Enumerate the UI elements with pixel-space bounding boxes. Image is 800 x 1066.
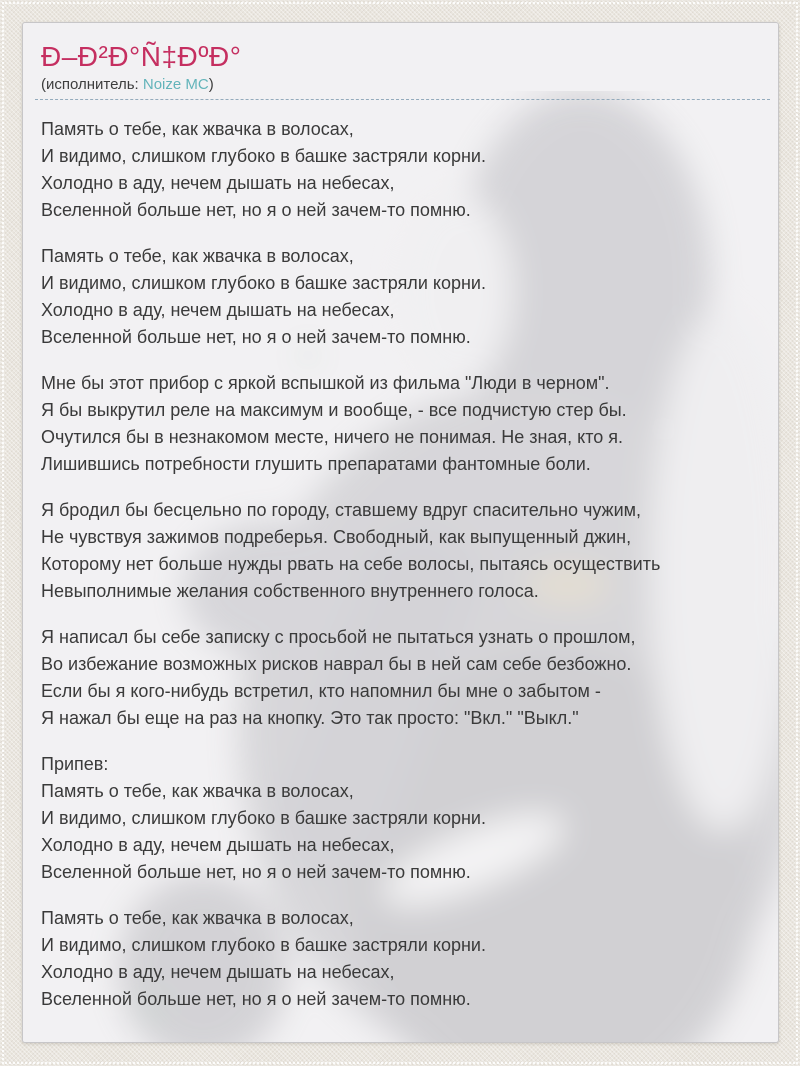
lyric-line: Память о тебе, как жвачка в волосах, <box>41 246 354 266</box>
lyric-line: И видимо, слишком глубоко в башке застряли корни. <box>41 146 486 166</box>
stanza-2 <box>41 243 760 351</box>
lyric-line: Во избежание возможных рисков наврал бы в ней сам себе безбожно. <box>41 654 632 674</box>
lyric-line: Мне бы этот прибор с яркой вспышкой из фильма "Люди в черном". <box>41 373 610 393</box>
artist-label-suffix: ) <box>208 76 214 93</box>
lyric-line: И видимо, слишком глубоко в башке застряли корни. <box>41 935 486 955</box>
lyric-line: И видимо, слишком глубоко в башке застряли корни. <box>41 273 486 293</box>
artist-line <box>41 75 760 94</box>
lyric-line: Лишившись потребности глушить препаратами фантомные боли. <box>41 454 591 474</box>
lyric-line: Вселенной больше нет, но я о ней зачем-то помню. <box>41 327 471 347</box>
stanza-6-chorus <box>41 751 760 886</box>
lyric-line: Невыполнимые желания собственного внутреннего голоса. <box>41 581 539 601</box>
lyric-line: Я нажал бы еще на раз на кнопку. Это так просто: "Вкл." "Выкл." <box>41 708 579 728</box>
lyric-line: Память о тебе, как жвачка в волосах, <box>41 781 354 801</box>
stanza-3 <box>41 370 760 478</box>
lyric-line: Холодно в аду, нечем дышать на небесах, <box>41 173 395 193</box>
lyric-line: И видимо, слишком глубоко в башке застряли корни. <box>41 808 486 828</box>
lyrics-card <box>22 22 779 1043</box>
stanza-7 <box>41 905 760 1013</box>
stanza-4 <box>41 497 760 605</box>
artist-label-prefix: (исполнитель: <box>41 76 143 93</box>
lyric-line: Я бродил бы бесцельно по городу, ставшему вдруг спасительно чужим, <box>41 500 642 520</box>
lyric-line: Холодно в аду, нечем дышать на небесах, <box>41 835 395 855</box>
lyric-line: Холодно в аду, нечем дышать на небесах, <box>41 962 395 982</box>
lyric-line: Я написал бы себе записку с просьбой не пытаться узнать о прошлом, <box>41 627 636 647</box>
lyric-line: Если бы я кого-нибудь встретил, кто напомнил бы мне о забытом - <box>41 681 601 701</box>
stanza-1 <box>41 116 760 224</box>
lyric-line: Вселенной больше нет, но я о ней зачем-то помню. <box>41 862 471 882</box>
song-title: Ð–Ð²Ð°Ñ‡ÐºÐ° <box>41 41 242 72</box>
card-content <box>23 23 778 1013</box>
lyric-line: Очутился бы в незнакомом месте, ничего не понимая. Не зная, кто я. <box>41 427 624 447</box>
lyric-line: Вселенной больше нет, но я о ней зачем-то помню. <box>41 989 471 1009</box>
dashed-divider <box>35 99 770 100</box>
lyric-line: Не чувствуя зажимов подреберья. Свободный, как выпущенный джин, <box>41 527 632 547</box>
stanza-5 <box>41 624 760 732</box>
lyric-line: Я бы выкрутил реле на максимум и вообще, - все подчистую стер бы. <box>41 400 627 420</box>
lyric-line: Которому нет больше нужды рвать на себе волосы, пытаясь осуществить <box>41 554 661 574</box>
artist-link[interactable]: Noize MC <box>142 76 209 93</box>
lyric-line: Память о тебе, как жвачка в волосах, <box>41 119 354 139</box>
lyric-line: Память о тебе, как жвачка в волосах, <box>41 908 354 928</box>
lyric-line: Вселенной больше нет, но я о ней зачем-то помню. <box>41 200 471 220</box>
lyrics-text <box>41 116 760 1013</box>
lyric-line: Холодно в аду, нечем дышать на небесах, <box>41 300 395 320</box>
chorus-label: Припев: <box>41 754 109 774</box>
